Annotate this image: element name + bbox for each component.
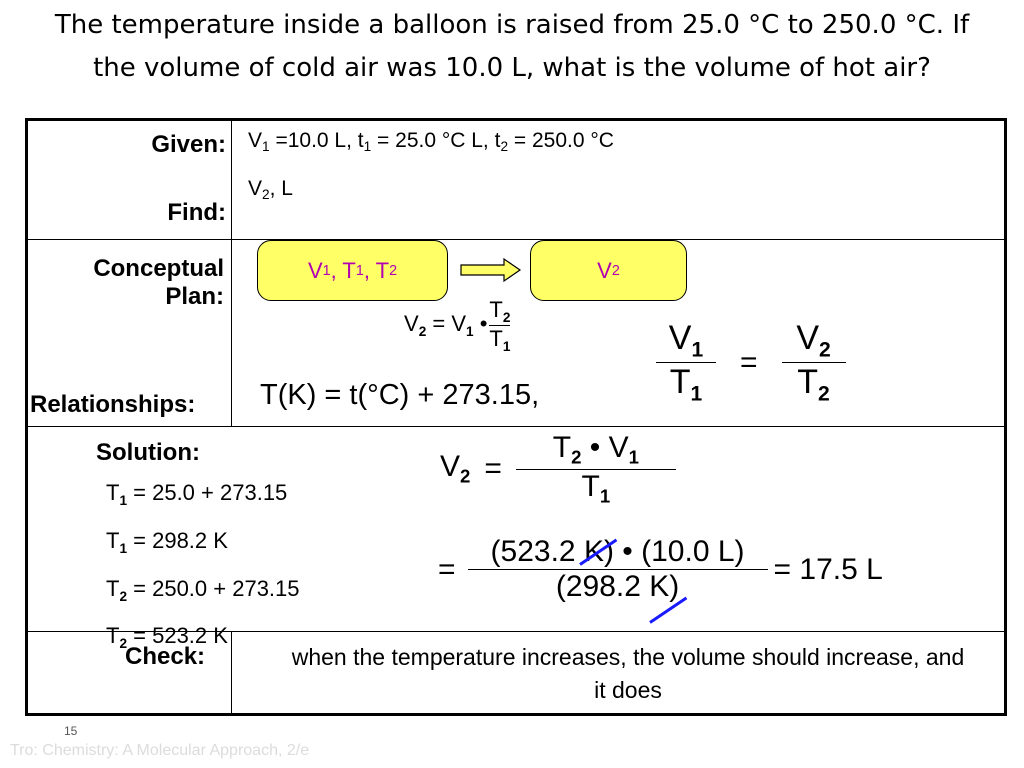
row-divider-1 — [28, 239, 1004, 240]
solution-step: $T_2 = 250.0 + 273.15$ — [106, 575, 300, 604]
calc-numerator: (523.2 K) • (10.0 L) — [490, 535, 745, 568]
question-title: The temperature inside a balloon is raised from 25.0 °C to 250.0 °C. If the volume of cold air was 10.0 L, what is the volume of hot air? — [54, 10, 970, 83]
charles-law-equation: $V_1$ $T_1$ = $V_2$ $T_2$ — [656, 319, 846, 407]
relationships-label: Relationships: — [30, 391, 196, 418]
plan-given-box: V 1 , T 1 , T 2 — [257, 240, 448, 301]
page-number: 15 — [64, 724, 78, 738]
column-divider-top — [231, 121, 232, 426]
solution-step: $T_2 = 523.2$ K — [106, 623, 228, 652]
calc-denominator: (298.2 K) — [555, 570, 680, 603]
conceptual-plan-label: Conceptual Plan: — [93, 255, 224, 310]
check-text: when the temperature increases, the volume should increase, and it does — [291, 644, 965, 703]
given-label: Given: — [151, 131, 226, 158]
check-label: Check: — [125, 643, 206, 670]
plan-equation: $V_2 = V_1$ • $T_2$ $T_1$ — [404, 297, 511, 354]
solution-table — [25, 118, 1007, 716]
solution-step: $T_1 = 298.2$ K — [106, 527, 228, 556]
relationship-equation: T(K) = t(°C) + 273.15, — [260, 379, 540, 411]
find-values: $V_2$, L — [248, 177, 293, 203]
find-label: Find: — [167, 199, 226, 226]
plan-arrow-icon — [460, 257, 522, 283]
row-divider-2 — [28, 426, 1004, 427]
plan-find-box: V 2 — [530, 240, 687, 301]
solution-equation: $V_2$ = $T_2$ • $V_1$ $T_1$ — [440, 431, 676, 507]
calc-result: = 17.5 L — [773, 552, 883, 586]
given-values: $V_1 =10.0$ L, $t_1 = 25.0$ °C L, $t_2 = 250.0$ °C — [248, 129, 614, 155]
solution-step: $T_1 = 25.0 + 273.15$ — [106, 480, 288, 508]
solution-label: Solution: — [96, 439, 200, 466]
solution-steps — [106, 473, 300, 664]
numeric-calculation: = (523.2 K) • (10.0 L) (298.2 K) = 17.5 L — [438, 535, 883, 603]
footer-credit: Tro: Chemistry: A Molecular Approach, 2/e — [10, 742, 310, 759]
